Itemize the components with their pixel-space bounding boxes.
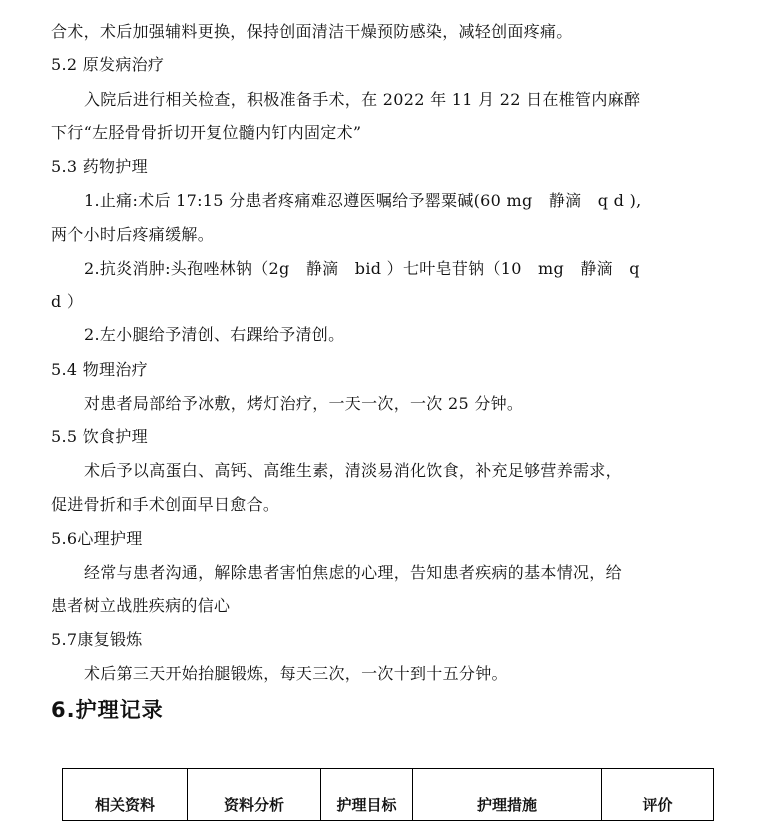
body-text-line: 患者树立战胜疾病的信心 [51,596,231,615]
section-title-5-4: 5.4 物理治疗 [51,360,148,379]
section-title-5-6: 5.6心理护理 [51,529,143,548]
section-heading-nursing-records: 6.护理记录 [51,698,164,722]
section-title-5-3: 5.3 药物护理 [51,157,148,176]
body-text-line: d ） [51,292,84,311]
section-title-5-5: 5.5 饮食护理 [51,427,148,446]
body-text-line: 术后第三天开始抬腿锻炼，每天三次，一次十到十五分钟。 [84,664,508,683]
table-header-row [63,769,714,821]
section-title-5-2: 5.2 原发病治疗 [51,55,165,74]
body-text-line: 下行“左胫骨骨折切开复位髓内钉内固定术” [51,123,362,142]
body-text-line: 对患者局部给予冰敷，烤灯治疗，一天一次，一次 25 分钟。 [84,394,524,413]
body-text-line: 经常与患者沟通，解除患者害怕焦虑的心理，告知患者疾病的基本情况，给 [84,563,622,582]
body-text-line: 2.抗炎消肿:头孢唑林钠（2g 静滴 bid ）七叶皂苷钠（10 mg 静滴 q [84,259,640,278]
col-header-nursing-measures: 护理措施 [413,769,602,821]
col-header-evaluation: 评价 [602,769,714,821]
body-text-line: 入院后进行相关检查，积极准备手术，在 2022 年 11 月 22 日在椎管内麻醉 [84,90,641,109]
body-text-line: 合术，术后加强辅料更换，保持创面清洁干燥预防感染，减轻创面疼痛。 [51,22,573,41]
body-text-line: 1.止痛:术后 17:15 分患者疼痛难忍遵医嘱给予罂粟碱(60 mg 静滴 q d ), [84,191,642,210]
body-text-line: 2.左小腿给予清创、右踝给予清创。 [84,325,345,344]
col-header-related-data: 相关资料 [63,769,188,821]
col-header-data-analysis: 资料分析 [188,769,321,821]
body-text-line: 两个小时后疼痛缓解。 [51,225,215,244]
section-title-5-7: 5.7康复锻炼 [51,630,143,649]
body-text-line: 术后予以高蛋白、高钙、高维生素，清淡易消化饮食，补充足够营养需求， [84,461,622,480]
body-text-line: 促进骨折和手术创面早日愈合。 [51,495,280,514]
col-header-nursing-goal: 护理目标 [321,769,413,821]
nursing-records-table [62,768,714,821]
